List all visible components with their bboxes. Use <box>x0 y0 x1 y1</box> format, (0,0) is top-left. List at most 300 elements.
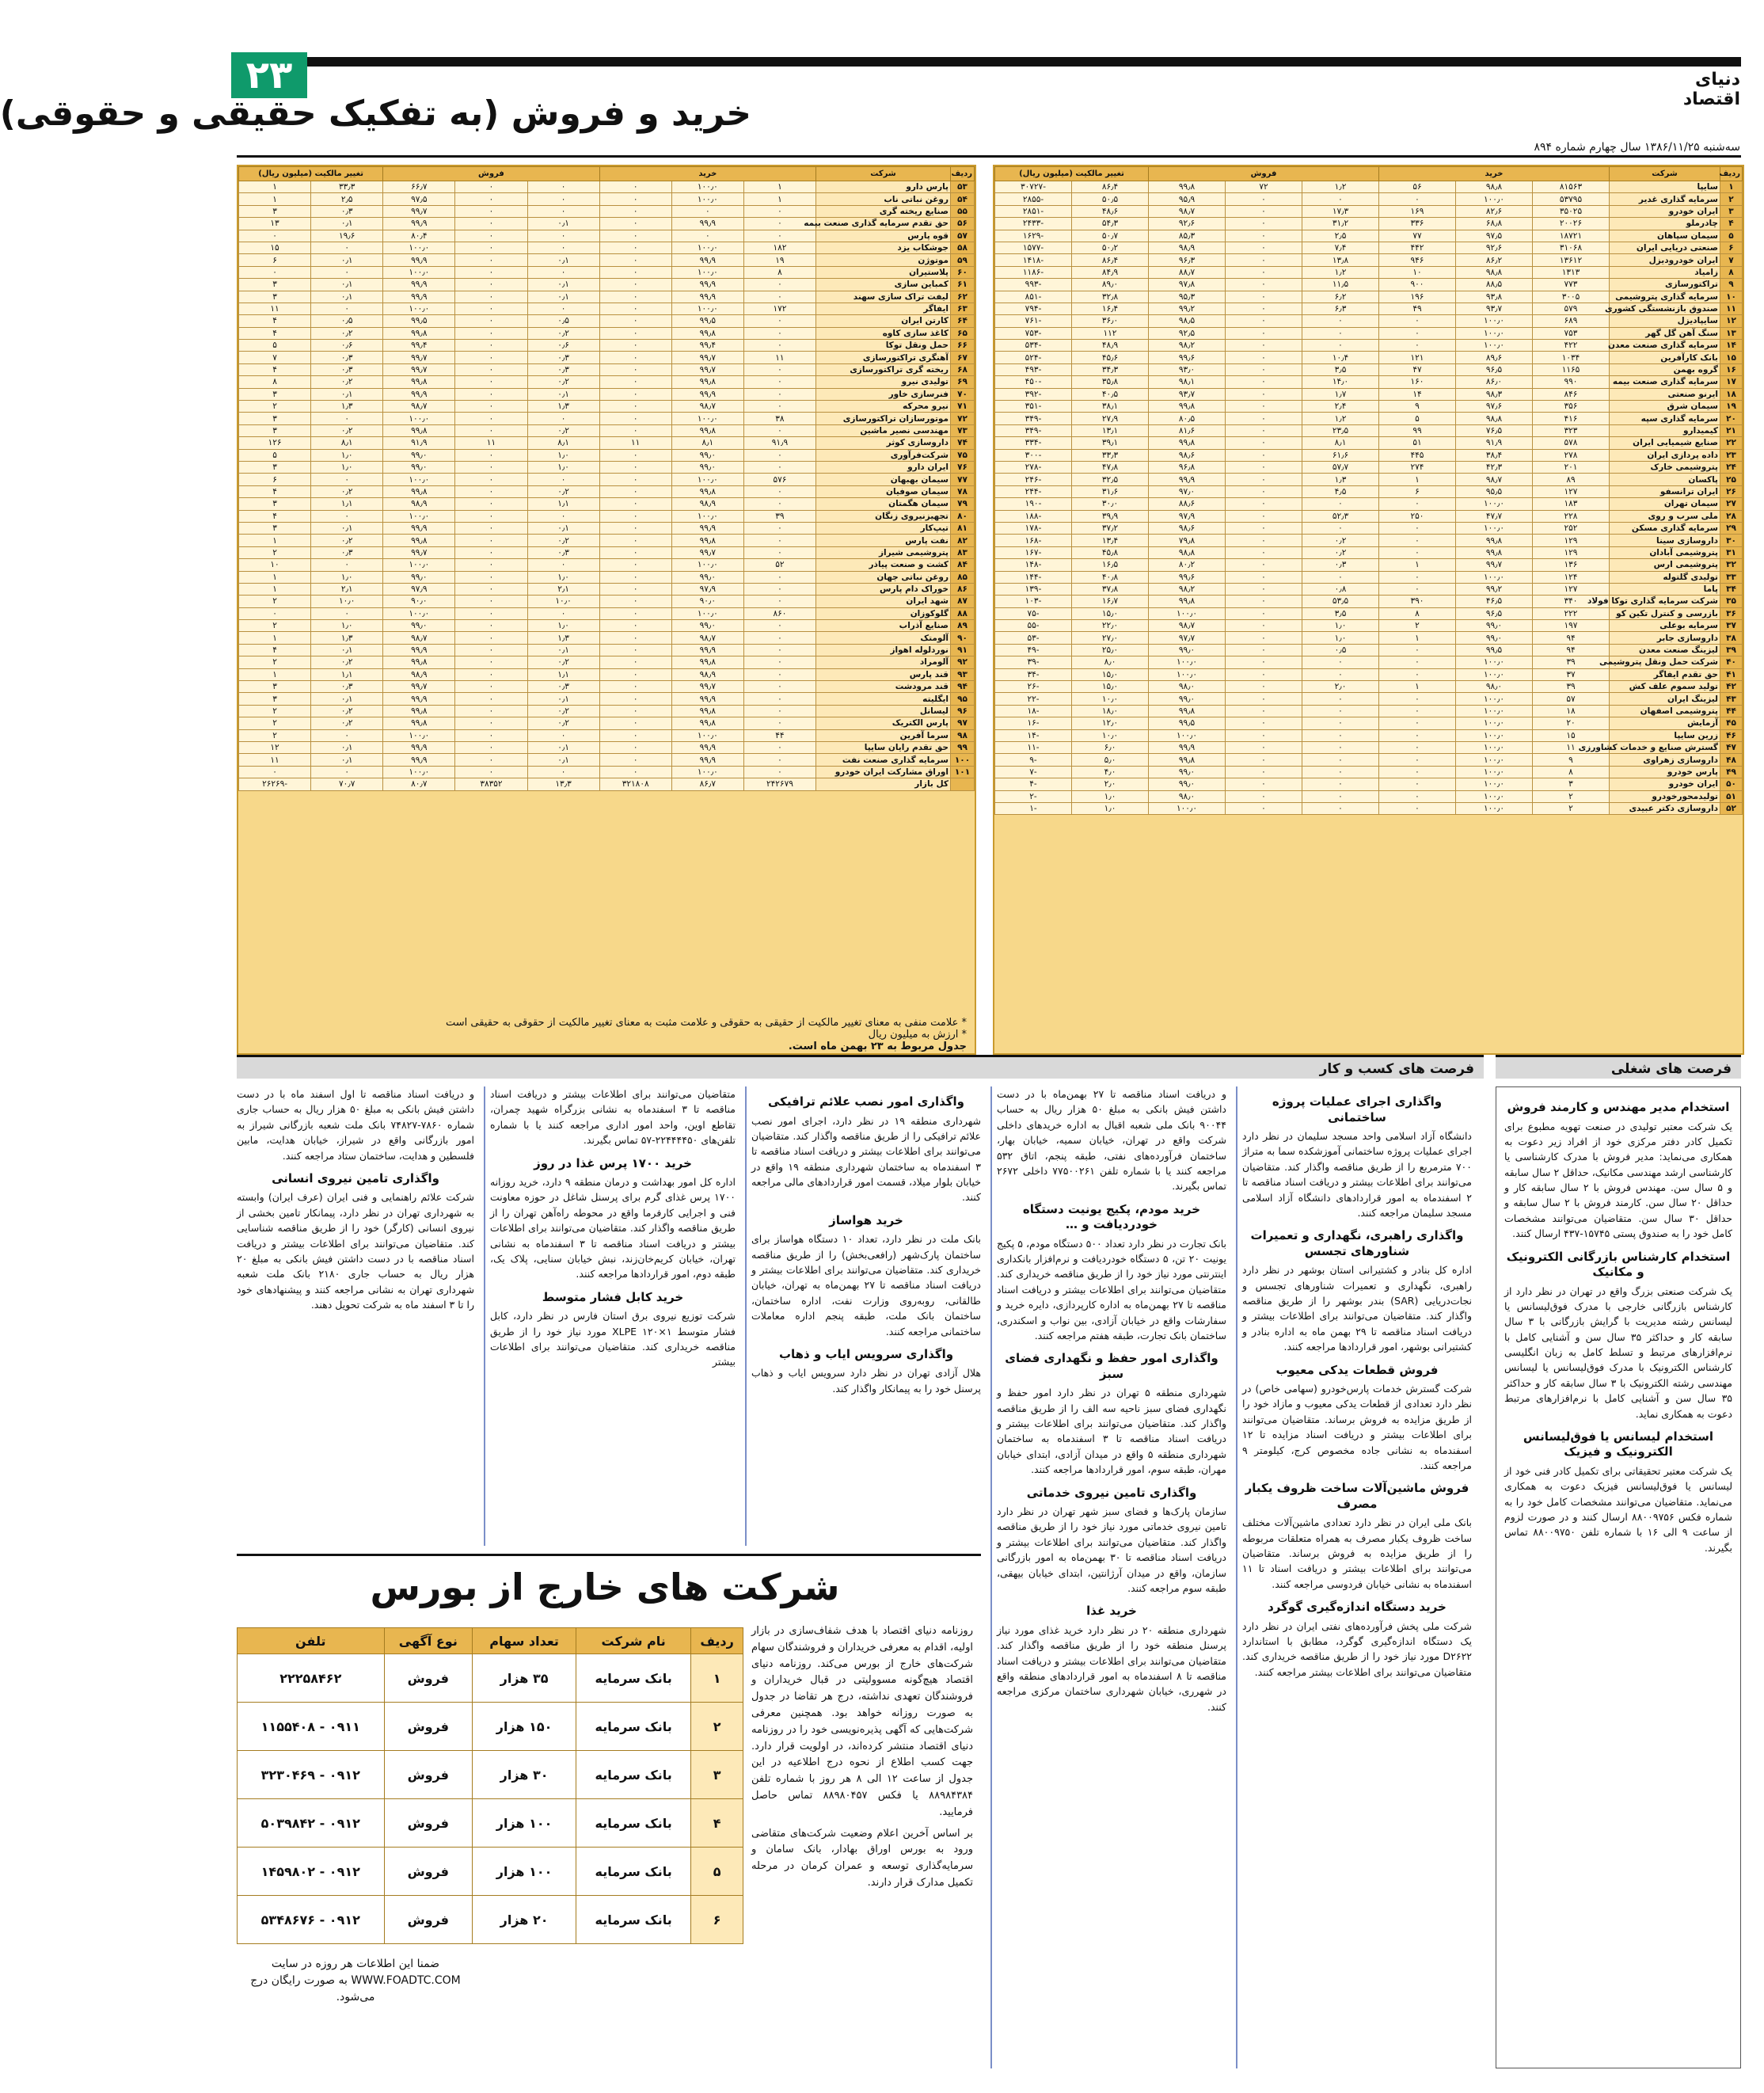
cell-value: ۰ <box>455 363 527 375</box>
cell-value: ۰٫۲ <box>527 535 599 546</box>
cell-value: ۹۹٫۸ <box>1149 437 1226 449</box>
cell-value: ۰ <box>1302 327 1379 339</box>
table-row <box>239 656 975 668</box>
cell-value: -۸۵۱ <box>995 291 1072 303</box>
cell-value: ۳۲۱۸۰۸ <box>599 778 671 790</box>
cell-value: -۱۷۸ <box>995 522 1072 534</box>
cell-value: ۰ <box>599 291 671 303</box>
cell-value: ۰ <box>455 424 527 436</box>
cell-value: ۵۴٫۳ <box>1072 218 1149 230</box>
cell-value: ۰ <box>1226 449 1302 461</box>
cell-value: ۰ <box>743 327 815 339</box>
row-number: ۲ <box>1720 193 1743 205</box>
cell-value: ۹۹٫۸ <box>671 424 743 436</box>
cell-value: ۰ <box>743 315 815 327</box>
cell-value: ۹۸٫۰ <box>1149 790 1226 802</box>
row-number: ۷۲ <box>951 413 975 424</box>
cell-value: ۰٫۳ <box>311 681 383 693</box>
cell-value: ۰ <box>527 607 599 619</box>
cell-value: ۴۷٫۷ <box>1456 510 1533 522</box>
cell-value: ۰ <box>1379 802 1456 814</box>
cell-value: ۱۲۱ <box>1379 352 1456 363</box>
cell-value: -۱۶۸ <box>995 535 1072 546</box>
table-row <box>995 291 1743 303</box>
cell-value: ۹۸٫۷ <box>1456 474 1533 485</box>
company-name: ریخته گری تراکتورسازی <box>816 363 951 375</box>
row-number: ۸۱ <box>951 522 975 534</box>
company-name: موتورسازان تراکتورسازی <box>816 413 951 424</box>
ad-body: بانک ملت در نظر دارد، تعداد ۱۰ دستگاه هواساز برای ساختمان پارک‌شهر (رافعی‌بخش) را از طریق مناقصه خریداری کند. متقاضیان می‌توانند برای اطلاعات بیشتر و دریافت اسناد مناقصه تا ۲۷ بهمن‌ماه به تهران، خیابان طالقانی، روبه‌روی وزارت نفت، اداره ساختمان، ساختمان بانک ملت، طبقه پنجم اداره معاملات ساختمانی مراجعه کنند. <box>751 1233 981 1338</box>
cell-value: ۱ <box>239 583 311 595</box>
table-row <box>995 303 1743 314</box>
cell-value: ۹۸٫۷ <box>383 632 455 644</box>
cell-value: ۰ <box>1302 802 1379 814</box>
ad-title: خرید ۱۷۰۰ پرس غذا در روز <box>534 1155 692 1170</box>
row-number: ۱۲ <box>1720 315 1743 327</box>
cell-value: ۰ <box>1302 729 1379 741</box>
row-number: ۸۹ <box>951 620 975 632</box>
table-row <box>239 583 975 595</box>
cell-value: ۹۹٫۰ <box>383 461 455 473</box>
cell-value: ۲ <box>239 546 311 558</box>
cell-value: -۹ <box>995 754 1072 766</box>
table-row <box>995 632 1743 644</box>
cell-value: ۰ <box>455 352 527 363</box>
cell-value: ۰ <box>1226 254 1302 266</box>
cell-value: بانک سرمایه <box>576 1751 691 1799</box>
cell-value: ۲ <box>1533 790 1610 802</box>
cell-value: ۰ <box>455 632 527 644</box>
cell-value: -۱۴۴ <box>995 571 1072 583</box>
cell-value: ۰۹۱۲ - ۳۲۳۰۴۶۹ <box>238 1751 385 1799</box>
cell-value: ۳ <box>239 388 311 400</box>
row-number: ۲۶ <box>1720 485 1743 497</box>
cell-value: ۹۹٫۹ <box>671 754 743 766</box>
cell-value: ۰ <box>1226 205 1302 217</box>
cell-value: ۷۷۳ <box>1533 279 1610 291</box>
cell-value: ۰ <box>743 388 815 400</box>
cell-value: ۲۰ هزار <box>473 1896 576 1944</box>
cell-value: ۰٫۲ <box>311 705 383 717</box>
cell-value: ۹۹٫۸ <box>671 705 743 717</box>
cell-value: ۰ <box>1226 242 1302 253</box>
trade-table <box>994 166 1743 815</box>
cell-value: ۳۰۰۵ <box>1533 291 1610 303</box>
cell-value: ۰ <box>455 607 527 619</box>
cell-value: ۴ <box>239 363 311 375</box>
cell-value: ۱۰ <box>239 559 311 571</box>
cell-value: ۰ <box>527 510 599 522</box>
cell-value: -۳۳۴ <box>995 437 1072 449</box>
row-number: ۴۲ <box>1720 681 1743 693</box>
cell-value: ۱۵ <box>239 242 311 253</box>
table-row <box>995 266 1743 278</box>
cell-value: -۷۵۳ <box>995 327 1072 339</box>
company-name: شرکت‌فرآوری <box>816 449 951 461</box>
ad-body: بانک تجارت در نظر دارد تعداد ۵۰۰ دستگاه مودم، ۵ پکیج یونیت ۲۰ تن، ۵ دستگاه خودردیافت و نرم‌افزار بانکداری اینترنتی مورد نیاز خود را از طریق مناقصه خریداری کند. متقاضیان می‌توانند برای اطلاعات بیشتر و دریافت اسناد مناقصه تا ۲۷ بهمن‌ماه به اداره کارپردازی، دایره خرید و سفارشات واقع در خیابان آزادی، بین نواب و اسکندری، ساختمان بانک تجارت، طبقه هفتم مراجعه کنند. <box>997 1237 1227 1341</box>
cell-value: ۱۰۰٫۰ <box>671 303 743 314</box>
table-row <box>239 352 975 363</box>
cell-value: ۹۹٫۶ <box>1149 352 1226 363</box>
company-name: ایران خودرو <box>1610 778 1720 790</box>
row-number <box>951 778 975 790</box>
cell-value: ۱۹۶ <box>1379 291 1456 303</box>
bourse-intro-text-2: بر اساس آخرین اعلام وضعیت شرکت‌های متقاضی ورود به بورس اوراق بهادار، بانک سامان و سرمایه‌گذاری توسعه و عمران کرمان در مرحله تکمیل مدارک قرار دارند. <box>751 1827 973 1889</box>
cell-value: ۰ <box>599 571 671 583</box>
cell-value: ۱۵٫۰ <box>1072 607 1149 619</box>
table-row <box>239 340 975 352</box>
cell-value: ۲۳٫۵ <box>1302 424 1379 436</box>
cell-value: ۰ <box>1226 656 1302 668</box>
cell-value: ۹۸٫۷ <box>1149 620 1226 632</box>
cell-value: ۰ <box>599 656 671 668</box>
cell-value: ۳ <box>239 205 311 217</box>
col-buy: خرید <box>1379 167 1610 181</box>
table-row <box>995 376 1743 388</box>
cell-value: ۰ <box>1379 754 1456 766</box>
table-row <box>995 583 1743 595</box>
cell-value: ۱٫۲ <box>1302 181 1379 193</box>
table-row <box>239 705 975 717</box>
table-row <box>239 717 975 729</box>
cell-value: ۱۳ <box>239 218 311 230</box>
cell-value: ۰ <box>1226 754 1302 766</box>
cell-value: ۰ <box>1379 193 1456 205</box>
cell-value: ۹۹٫۰ <box>383 571 455 583</box>
cell-value: ۹۹٫۸ <box>383 485 455 497</box>
cell-value: ۱۸۳ <box>1533 498 1610 510</box>
cell-value: ۰ <box>743 401 815 413</box>
table-row <box>995 754 1743 766</box>
ad-body: و دریافت اسناد مناقصه تا ۲۷ بهمن‌ماه با در دست داشتن فیش بانکی به مبلغ ۵۰ هزار ریال به حساب ۹۰۰۴۴ بانک ملی شعبه اقبال به اداره خریدهای داخلی شرکت واقع در تهران، خیابان سمیه، خیابان بهار، ساختمان فرآورده‌های نفتی، طبقه پنجم، اتاق ۵۳۲ مراجعه کنند یا با شماره تلفن ۷۷۵۰۰۲۶۱ داخلی ۲۶۷۲ تماس بگیرند. <box>997 1088 1226 1193</box>
cell-value: ۱ <box>1379 681 1456 693</box>
cell-value: -۱۱۸۶ <box>995 266 1072 278</box>
cell-value: ۰ <box>1302 705 1379 717</box>
cell-value: ۹۸٫۰ <box>1149 681 1226 693</box>
cell-value: ۸ <box>1379 607 1456 619</box>
company-name: کاغذ سازی کاوه <box>816 327 951 339</box>
cell-value: ۰٫۱ <box>527 291 599 303</box>
page-number: ۲۳ <box>231 52 307 98</box>
cell-value: ۰ <box>1226 729 1302 741</box>
cell-value: ۳۲٫۵ <box>1072 474 1149 485</box>
cell-value: ۰ <box>455 705 527 717</box>
table-row <box>995 510 1743 522</box>
cell-value: ۹۰٫۰ <box>383 596 455 607</box>
col-sell: فروش <box>1149 167 1379 181</box>
cell-value: ۵۶ <box>1379 181 1456 193</box>
cell-value: ۰ <box>455 644 527 656</box>
row-number: ۱۰۱ <box>951 766 975 778</box>
cell-value: فروش <box>384 1896 473 1944</box>
cell-value: ۰٫۸ <box>1302 583 1379 595</box>
cell-value: ۹۹٫۴ <box>383 340 455 352</box>
cell-value: فروش <box>384 1654 473 1703</box>
row-number: ۷۷ <box>951 474 975 485</box>
cell-value: ۳ <box>239 461 311 473</box>
column-rule <box>990 1086 992 2068</box>
cell-value: ۹۹٫۸ <box>383 327 455 339</box>
cell-value: ۱۰۰٫۰ <box>671 242 743 253</box>
cell-value: ۰۹۱۲ - ۵۰۳۹۸۴۲ <box>238 1799 385 1848</box>
row-number: ۱۰۰ <box>951 754 975 766</box>
cell-value: ۳ <box>1533 778 1610 790</box>
company-name: شهد ایران <box>816 596 951 607</box>
row-number: ۸۵ <box>951 571 975 583</box>
cell-value: ۰ <box>1379 327 1456 339</box>
cell-value: ۰ <box>527 303 599 314</box>
cell-value: ۰ <box>1226 522 1302 534</box>
cell-value: ۰ <box>455 242 527 253</box>
table-row <box>995 388 1743 400</box>
row-number: ۸۶ <box>951 583 975 595</box>
cell-value: ۳ <box>239 291 311 303</box>
company-name: لیفت تراک سازی سهند <box>816 291 951 303</box>
cell-value: ۱٫۰ <box>1072 802 1149 814</box>
table-row <box>239 546 975 558</box>
cell-value: ۵۷۹ <box>1533 303 1610 314</box>
cell-value: ۸۹٫۰ <box>1072 279 1149 291</box>
cell-value: ۱٫۰ <box>311 461 383 473</box>
company-name: سنگ آهن گل گهر <box>1610 327 1720 339</box>
cell-value: ۱۵ <box>1533 729 1610 741</box>
row-number: ۹۶ <box>951 705 975 717</box>
table-row <box>239 632 975 644</box>
cell-value: ۰ <box>1379 535 1456 546</box>
row-number: ۵ <box>691 1848 743 1896</box>
ad-body: یک شرکت معتبر تحقیقاتی برای تکمیل کادر فنی خود از لیسانس یا فوق‌لیسانس فیزیک دعوت به همکاری می‌نماید. متقاضیان می‌توانند مشخصات کامل خود را به شماره فکس ۸۸۰۰۹۷۵۶ ارسال کنند و در صورت لزوم از ساعت ۹ الی ۱۶ با شماره تلفن ۸۸۰۰۹۷۵۰ تماس بگیرند. <box>1504 1464 1732 1554</box>
company-name: جوشکاب یزد <box>816 242 951 253</box>
cell-value: ۱۰۰٫۰ <box>1456 729 1533 741</box>
cell-value: ۹۹٫۸ <box>383 376 455 388</box>
company-name: سرمایه گذاری صنعت بیمه <box>1610 376 1720 388</box>
bourse-table-wrap <box>237 1627 743 1944</box>
cell-value: ۵۰٫۷ <box>1072 230 1149 242</box>
cell-value: ۰ <box>1226 583 1302 595</box>
cell-value: ۱٫۲ <box>1302 413 1379 424</box>
cell-value: بانک سرمایه <box>576 1703 691 1751</box>
company-name: لیزینگ صنعت معدن <box>1610 644 1720 656</box>
cell-value: ۰٫۲ <box>527 485 599 497</box>
cell-value: ۵ <box>239 449 311 461</box>
cell-value: ۰ <box>1302 790 1379 802</box>
cell-value: ۰ <box>455 717 527 729</box>
cell-value: ۳۰ هزار <box>473 1751 576 1799</box>
company-name: داروسازی جابر <box>1610 632 1720 644</box>
ad-title: واگذاری راهبری، نگهداری و تعمیرات شناورهای تجسس <box>1250 1228 1464 1258</box>
cell-value: ۱ <box>239 668 311 680</box>
ad-title: واگذاری تامین نیروی انسانی <box>272 1170 439 1185</box>
cell-value: ۲۴۲۶۷۹ <box>743 778 815 790</box>
cell-value: ۰٫۱ <box>527 218 599 230</box>
ad-body: هلال آزادی تهران در نظر دارد سرویس ایاب و ذهاب پرسنل خود را به پیمانکار واگذار کند. <box>751 1367 981 1395</box>
cell-value: ۸٫۱ <box>671 437 743 449</box>
cell-value: ۴۴۲ <box>1379 242 1456 253</box>
cell-value: ۱۰۰ هزار <box>473 1799 576 1848</box>
cell-value: ۹۹٫۹ <box>383 644 455 656</box>
ad-body: اداره کل امور بهداشت و درمان منطقه ۹ دارد، خرید روزانه ۱۷۰۰ پرس غذای گرم برای پرسنل شاغل در حوزه معاونت فنی و اجرایی کارفرما واقع در محوطه راه‌آهن تهران را از طریق مناقصه واگذار کند. متقاضیان می‌توانند برای اطلاعات بیشتر و دریافت اسناد مناقصه تا ۳ اسفندماه به نشانی تهران، خیابان کریم‌خان‌زند، نبش خیابان سنایی، پلاک یک، طبقه دوم، امور قراردادها مراجعه کنند. <box>490 1176 736 1281</box>
cell-value: ۵۳٫۵ <box>1302 596 1379 607</box>
row-number: ۶۸ <box>951 363 975 375</box>
row-number: ۲۴ <box>1720 461 1743 473</box>
cell-value: ۹۹٫۹ <box>383 254 455 266</box>
table-row <box>995 498 1743 510</box>
cell-value: -۳۹ <box>995 656 1072 668</box>
footnote-unit: * ارزش به میلیون ریال <box>868 1029 967 1041</box>
cell-value: ۲۲۸ <box>1533 510 1610 522</box>
cell-value: ۹۹٫۰ <box>671 571 743 583</box>
cell-value: ۱۰۰٫۰ <box>1456 754 1533 766</box>
cell-value: ۹۸٫۷ <box>1149 205 1226 217</box>
business-column-3 <box>751 1086 981 1546</box>
company-name: گلوکوزان <box>816 607 951 619</box>
cell-value: ۳۷ <box>1533 668 1610 680</box>
cell-value: ۱۵۰ هزار <box>473 1703 576 1751</box>
company-name: حق تقدم ایفاگر <box>1610 668 1720 680</box>
cell-value: ۰٫۱ <box>311 279 383 291</box>
cell-value: ۰ <box>1379 546 1456 558</box>
row-number: ۴۹ <box>1720 766 1743 778</box>
cell-value: ۹۸٫۷ <box>671 401 743 413</box>
cell-value: ۰ <box>1379 315 1456 327</box>
cell-value: ۲ <box>239 596 311 607</box>
company-name: تولیدی نیرو <box>816 376 951 388</box>
row-number: ۲۰ <box>1720 413 1743 424</box>
cell-value: ۲٫۴ <box>1302 401 1379 413</box>
cell-value: -۵۳ <box>995 632 1072 644</box>
ad-body: شرکت توزیع نیروی برق استان فارس در نظر دارد، کابل فشار متوسط ۱×۱۲۰ XLPE مورد نیاز خود را از طریق مناقصه خریداری کند. متقاضیان می‌توانند برای اطلاعات بیشتر <box>490 1310 736 1368</box>
table-row <box>995 620 1743 632</box>
row-number: ۲۳ <box>1720 449 1743 461</box>
cell-value: ۳ <box>239 413 311 424</box>
row-number: ۶۷ <box>951 352 975 363</box>
cell-value: ۰ <box>599 717 671 729</box>
cell-value: ۱٫۰ <box>527 449 599 461</box>
cell-value: ۸۰٫۵ <box>1149 413 1226 424</box>
cell-value: ۹۵٫۳ <box>1149 291 1226 303</box>
company-name: پاما <box>1610 583 1720 595</box>
cell-value: ۹۹٫۹ <box>671 279 743 291</box>
row-number: ۳۷ <box>1720 620 1743 632</box>
cell-value: ۱ <box>743 193 815 205</box>
bourse-row <box>238 1848 743 1896</box>
cell-value: ۱۰۰٫۰ <box>671 559 743 571</box>
cell-value: ۲٫۱ <box>311 583 383 595</box>
cell-value: ۰ <box>455 218 527 230</box>
ad-title: استخدام مدیر مهندس و کارمند فروش <box>1507 1100 1730 1114</box>
company-name: زرین سایپا <box>1610 729 1720 741</box>
row-number: ۶۴ <box>951 315 975 327</box>
cell-value: ۰ <box>1302 717 1379 729</box>
cell-value: ۹۹٫۹ <box>671 254 743 266</box>
cell-value: ۰٫۳ <box>311 546 383 558</box>
cell-value: ۰ <box>1302 340 1379 352</box>
cell-value: ۰ <box>1302 193 1379 205</box>
row-number: ۱۹ <box>1720 401 1743 413</box>
cell-value: ۳۸٫۴ <box>1456 449 1533 461</box>
cell-value: ۰ <box>1226 778 1302 790</box>
cell-value: ۳ <box>239 279 311 291</box>
company-name: پتروشیمی شیراز <box>816 546 951 558</box>
cell-value: ۱۰۰٫۰ <box>1149 729 1226 741</box>
company-name: ایران خودرو <box>1610 205 1720 217</box>
cell-value: ۷ <box>239 352 311 363</box>
cell-value: -۳۴ <box>995 668 1072 680</box>
cell-value: ۷۵۳ <box>1533 327 1610 339</box>
cell-value: ۰ <box>1226 363 1302 375</box>
company-name: پاکسان <box>1610 474 1720 485</box>
cell-value: ۰ <box>1226 693 1302 705</box>
cell-value: ۰ <box>743 230 815 242</box>
cell-value: ۱۰۰٫۰ <box>383 559 455 571</box>
cell-value: ۰ <box>455 254 527 266</box>
row-number: ۳۸ <box>1720 632 1743 644</box>
cell-value: ۱۲۹ <box>1533 546 1610 558</box>
cell-value: ۴۷٫۸ <box>1072 461 1149 473</box>
cell-value: ۹۸٫۹ <box>671 498 743 510</box>
company-name: آلومراد <box>816 656 951 668</box>
cell-value: ۰ <box>1226 266 1302 278</box>
company-name: لیزینگ ایران <box>1610 693 1720 705</box>
cell-value: ۰ <box>527 266 599 278</box>
cell-value: ۱۰۰٫۰ <box>1456 802 1533 814</box>
table-row <box>995 437 1743 449</box>
row-number: ۷۹ <box>951 498 975 510</box>
row-number: ۹۸ <box>951 729 975 741</box>
cell-value: ۹۴ <box>1533 632 1610 644</box>
table-row <box>239 363 975 375</box>
cell-value: ۰٫۱ <box>311 754 383 766</box>
cell-value: ۱۰۰٫۰ <box>1456 327 1533 339</box>
cell-value: ۹۹٫۸ <box>671 485 743 497</box>
cell-value: ۱۰۰٫۰ <box>671 766 743 778</box>
cell-value: بانک سرمایه <box>576 1799 691 1848</box>
cell-value: ۰ <box>743 656 815 668</box>
cell-value: ۲٫۰ <box>1302 681 1379 693</box>
cell-value: ۰٫۱ <box>527 254 599 266</box>
cell-value: ۹۸٫۵ <box>1149 315 1226 327</box>
cell-value: بانک سرمایه <box>576 1848 691 1896</box>
cell-value: ۸٫۱ <box>311 437 383 449</box>
cell-value: ۰ <box>743 717 815 729</box>
cell-value: -۳۵۱ <box>995 401 1072 413</box>
cell-value: ۰ <box>527 474 599 485</box>
table-row <box>239 449 975 461</box>
cell-value: ۰ <box>743 754 815 766</box>
cell-value: ۹۹٫۰ <box>1456 632 1533 644</box>
cell-value: ۰ <box>599 668 671 680</box>
row-number: ۱۰ <box>1720 291 1743 303</box>
cell-value: ۱۷٫۳ <box>1302 205 1379 217</box>
cell-value: -۱۵۷۷ <box>995 242 1072 253</box>
cell-value: ۰ <box>599 474 671 485</box>
cell-value: ۰٫۱ <box>311 741 383 753</box>
cell-value: ۹۳٫۷ <box>1149 388 1226 400</box>
cell-value: ۹۲٫۶ <box>1456 242 1533 253</box>
cell-value: ۳۲٫۸ <box>1072 291 1149 303</box>
row-number: ۹۵ <box>951 693 975 705</box>
cell-value: ۵۰٫۲ <box>1072 242 1149 253</box>
cell-value: -۴ <box>995 778 1072 790</box>
cell-value: ۰ <box>599 340 671 352</box>
cell-value: ۰ <box>455 376 527 388</box>
cell-value: ۰ <box>1379 717 1456 729</box>
cell-value: ۸۴۶ <box>1533 388 1610 400</box>
cell-value: ۰ <box>599 461 671 473</box>
cell-value: ۴۲۲ <box>1533 340 1610 352</box>
cell-value: ۰ <box>1226 741 1302 753</box>
company-name: سرمایه گذاری سپه <box>1610 413 1720 424</box>
